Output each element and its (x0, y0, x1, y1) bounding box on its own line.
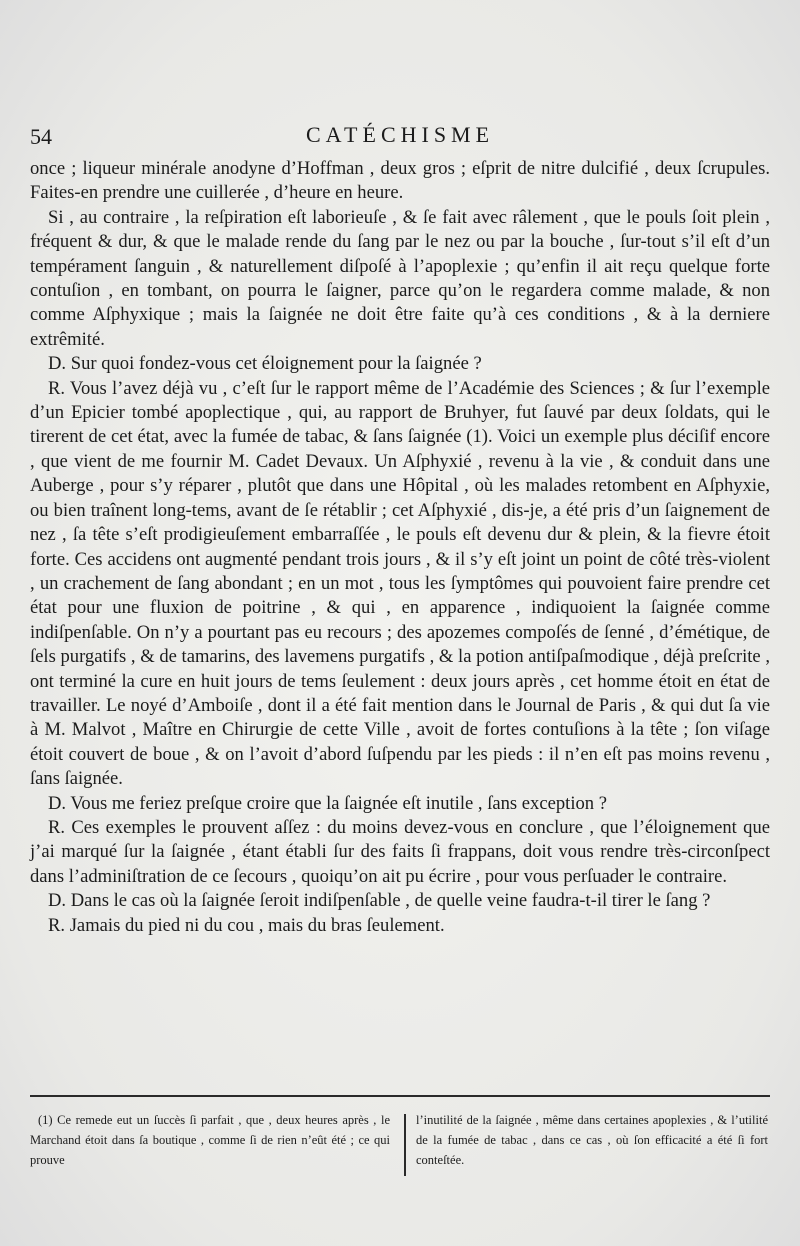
paragraph: R. Vous l’avez déjà vu , c’eſt ſur le rapport même de l’Académie des Sciences ; & ſur l’exemple d’un Epicier tombé apoplectique , qui, au rapport de Bruhyer, fut ſauvé par deux ſoldats, qui le tirerent de cet état, avec la fumée de tabac, & ſans ſaignée (1). Voici un exemple plus déciſif encore , que vient de me fournir M. Cadet Devaux. Un Aſphyxié , revenu à la vie , & conduit dans une Auberge , pour s’y réparer , plutôt que dans une Hôpital , où les malades retombent en Aſphyxie, ou bien traînent long-tems, avant de ſe rétablir ; cet Aſphyxié , dis-je, a été pris d’un ſaignement de nez , ſa tête s’eſt prodigieuſement embarraſſée , le pouls eſt devenu dur & plein, & la fievre étoit forte. Ces accidens ont augmenté pendant trois jours , & il s’y eſt joint un point de côté très-violent , un crachement de ſang abondant ; en un mot , tous les ſymptômes qui pouvoient faire prendre cet état pour une fluxion de poitrine , & qui , en apparence , indiquoient la ſaignée comme indiſpenſable. On n’y a pourtant pas eu recours ; des apozemes compoſés de ſenné , d’émétique, de ſels purgatifs , & de tamarins, des lavemens purgatifs , & la potion antiſpaſmodique , déjà preſcrite , ont terminé la cure en huit jours de tems ſeulement : deux jours après , cet homme étoit en état de travailler. Le noyé d’Amboiſe , dont il a été fait mention dans le Journal de Paris , & qui dut ſa vie à M. Malvot , Maître en Chirurgie de cette Ville , avoit de fortes contuſions à la tête ; ſon viſage étoit couvert de boue , & on l’avoit d’abord ſuſpendu par les pieds : il n’en eſt pas moins revenu , ſans ſaignée. (30, 377, 770, 790)
paragraph: R. Ces exemples le prouvent aſſez : du moins devez-vous en conclure , que l’éloignement que j’ai marqué ſur la ſaignée , étant établi ſur des faits ſi frappans, doit vous rendre très-circonſpect dans l’adminiſtration de ce ſecours , quoiqu’on ait pu écrire , pour vous perſuader le contraire. (30, 816, 770, 887)
running-title: CATÉCHISME (305, 122, 495, 147)
paragraph: D. Dans le cas où la ſaignée ſeroit indiſpenſable , de quelle veine faudra-t-il tirer le ſang ? (48, 890, 711, 912)
footnote-right-column: l’inutilité de la ſaignée , même dans certaines apoplexies , & l’utilité de la fumée de tabac , dans ce cas , où ſon efficacité a été ſi fort conteſtée. (416, 1113, 768, 1167)
footnote-column-divider (404, 1114, 406, 1176)
paragraph: D. Sur quoi fondez-vous cet éloignement pour la ſaignée ? (48, 353, 482, 375)
page-header (30, 120, 770, 154)
body-text (30, 157, 770, 938)
paragraph: Si , au contraire , la reſpiration eſt laborieuſe , & ſe fait avec râlement , que le pouls ſoit plein , fréquent & dur, & que le malade rende du ſang par le nez ou par la bouche , ſur-tout s’il eſt d’un tempérament ſanguin , & naturellement diſpoſé à l’apoplexie ; qu’enfin il ait reçu quelque forte contuſion , en tombant, on pourra le ſaigner, parce qu’on le regardera comme malade, & non comme Aſphyxique ; mais la ſaignée ne doit être faite qu’à ces conditions , & à la derniere extrêmité. (30, 206, 770, 350)
page-number: 54 (30, 124, 52, 149)
paragraph: R. Jamais du pied ni du cou , mais du bras ſeulement. (48, 914, 445, 936)
footnote-separator-rule (30, 1095, 770, 1097)
footnote-left-column: (1) Ce remede eut un ſuccès ſi parfait , que , deux heures après , le Marchand étoit dans ſa boutique , comme ſi de rien n’eût été ; ce qui prouve (30, 1113, 390, 1167)
paragraph: D. Vous me feriez preſque croire que la ſaignée eſt inutile , ſans exception ? (48, 792, 607, 814)
paragraph: once ; liqueur minérale anodyne d’Hoffman , deux gros ; eſprit de nitre dulcifié , deux ſcrupules. Faites-en prendre une cuillerée , d’heure en heure. (30, 158, 770, 204)
footnotes (30, 1110, 770, 1178)
